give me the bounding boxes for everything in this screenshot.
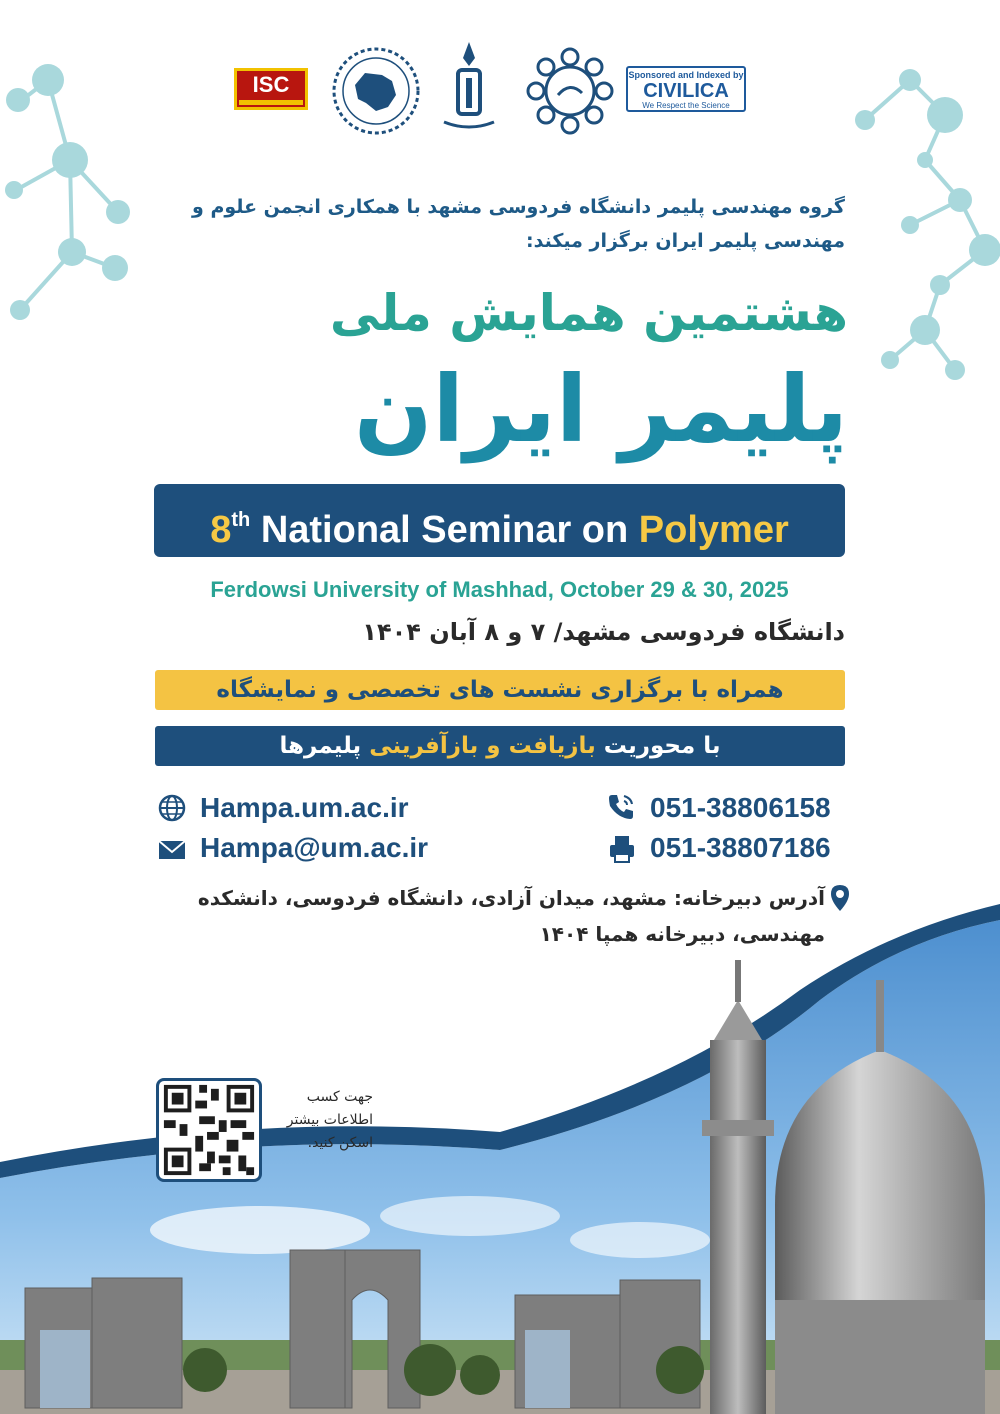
english-title-suffix: th (231, 509, 251, 531)
theme-prefix: با محوریت (595, 733, 721, 759)
ferdowsi-university-logo-icon (436, 40, 502, 138)
english-title-text: National Seminar on (250, 509, 639, 551)
english-title-highlight: Polymer (638, 509, 789, 551)
fax-icon (608, 834, 636, 864)
intro-text: گروه مهندسی پلیمر دانشگاه فردوسی مشهد با همکاری انجمن علوم و مهندسی پلیمر ایران برگزار میکند: (192, 196, 845, 252)
title-line-1: هشتمین همایش ملی (329, 284, 848, 342)
civilica-slogan: We Respect the Science (642, 101, 730, 110)
english-title-banner (154, 484, 845, 557)
fax-number: 051-38807186 (650, 832, 831, 863)
title-line-2: پلیمر ایران (354, 356, 848, 463)
polymer-society-seal-icon (330, 45, 422, 137)
location-persian: دانشگاه فردوسی مشهد/ ۷ و ۸ آبان ۱۴۰۴ (362, 618, 845, 646)
sessions-banner: همراه با برگزاری نشست های تخصصی و نمایشگاه (155, 670, 845, 710)
location-english: Ferdowsi University of Mashhad, October 29 & 30, 2025 (210, 577, 789, 602)
scenery-illustration (0, 900, 1000, 1414)
website-link[interactable]: Hampa.um.ac.ir (200, 792, 409, 823)
mail-icon (158, 840, 186, 860)
globe-icon (158, 794, 186, 822)
science-society-seal-icon (524, 45, 616, 137)
qr-code[interactable] (156, 1078, 262, 1182)
phone-icon (606, 792, 636, 822)
theme-banner (155, 726, 845, 766)
qr-caption-line-2: اطلاعات بیشتر (286, 1112, 373, 1128)
logo-row (228, 40, 758, 140)
theme-highlight: بازیافت و بازآفرینی (369, 733, 596, 759)
email-link[interactable]: Hampa@um.ac.ir (200, 832, 429, 863)
qr-caption-line-3: اسکن کنید. (307, 1135, 373, 1151)
civilica-sponsor-text: Sponsored and Indexed by (628, 70, 744, 80)
qr-code-pattern (159, 1081, 259, 1179)
english-title-number: 8 (210, 509, 232, 551)
address-text: آدرس دبیرخانه: مشهد، میدان آزادی، دانشگاه فردوسی، دانشکده مهندسی، دبیرخانه همپا ۱۴۰۴ (197, 886, 825, 946)
theme-suffix: پلیمرها (279, 733, 370, 759)
phone-number: 051-38806158 (650, 792, 831, 823)
isc-logo (234, 68, 308, 110)
civilica-name: CIVILICA (643, 80, 729, 102)
qr-caption (268, 1086, 373, 1155)
isc-logo-strip (239, 100, 303, 105)
qr-caption-line-1: جهت کسب (306, 1089, 373, 1105)
isc-logo-text: ISC (252, 72, 290, 97)
civilica-logo (626, 66, 746, 112)
